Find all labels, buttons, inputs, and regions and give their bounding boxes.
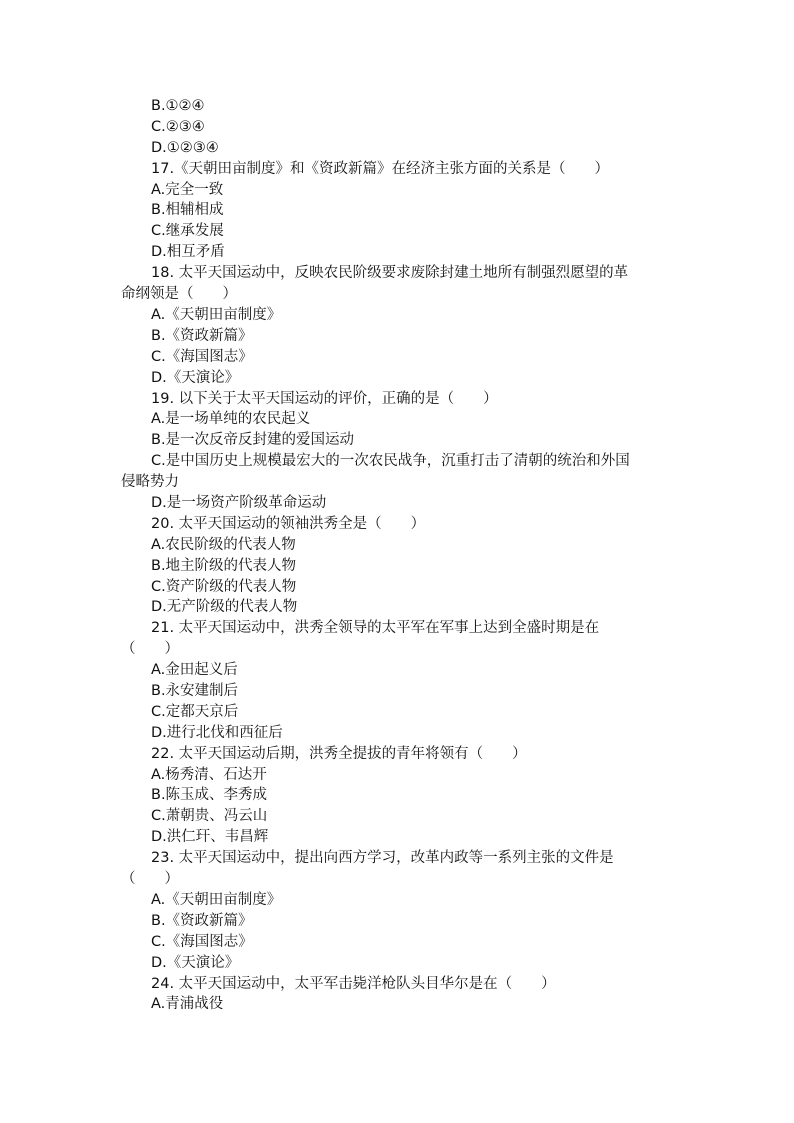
q19-option-b: B.是一次反帝反封建的爱国运动 — [151, 432, 355, 449]
question-list — [121, 96, 681, 1015]
q17-option-d: D.相互矛盾 — [151, 244, 225, 261]
q17-option-b: B.相辅相成 — [151, 202, 224, 219]
q19-option-c — [121, 451, 681, 493]
option-d-prev: D.①②③④ — [151, 139, 219, 156]
q21-option-b: B.永安建制后 — [151, 683, 239, 700]
q22-option-b: B.陈玉成、李秀成 — [151, 787, 268, 804]
option-c-prev: C.②③④ — [151, 118, 205, 135]
question-21-text — [121, 618, 681, 660]
q19-option-a: A.是一场单纯的农民起义 — [151, 411, 311, 428]
question-21-line-2: （ ） — [121, 641, 179, 658]
q21-option-c: C.定都天京后 — [151, 703, 239, 720]
q21-option-d: D.进行北伐和西征后 — [151, 724, 283, 741]
question-19-text: 19. 以下关于太平天国运动的评价，正确的是（ ） — [151, 390, 498, 407]
question-22-text: 22. 太平天国运动后期，洪秀全提拔的青年将领有（ ） — [151, 745, 527, 762]
q18-option-c: C.《海国图志》 — [151, 348, 253, 365]
q24-option-a: A.青浦战役 — [151, 996, 224, 1013]
question-23-text — [121, 848, 681, 890]
question-18-line-2: 命纲领是（ ） — [121, 286, 237, 303]
q20-option-c: C.资产阶级的代表人物 — [151, 578, 297, 595]
question-21-line-1: 21. 太平天国运动中，洪秀全领导的太平军在军事上达到全盛时期是在 — [151, 620, 600, 637]
question-23-line-1: 23. 太平天国运动中，提出向西方学习，改革内政等一系列主张的文件是 — [151, 850, 614, 867]
question-24-text: 24. 太平天国运动中，太平军击毙洋枪队头目华尔是在（ ） — [151, 975, 556, 992]
question-17-text: 17.《天朝田亩制度》和《资政新篇》在经济主张方面的关系是（ ） — [151, 160, 610, 177]
q20-option-b: B.地主阶级的代表人物 — [151, 557, 297, 574]
option-b-prev: B.①②④ — [151, 98, 205, 114]
q20-option-a: A.农民阶级的代表人物 — [151, 536, 296, 553]
question-18-line-1: 18. 太平天国运动中，反映农民阶级要求废除封建土地所有制强烈愿望的革 — [151, 265, 629, 282]
q17-option-c: C.继承发展 — [151, 223, 224, 240]
q22-option-d: D.洪仁玕、韦昌辉 — [151, 829, 269, 846]
q23-option-b: B.《资政新篇》 — [151, 912, 253, 929]
q23-option-d: D.《天演论》 — [151, 954, 240, 971]
q20-option-d: D.无产阶级的代表人物 — [151, 599, 298, 616]
q18-option-a: A.《天朝田亩制度》 — [151, 306, 282, 323]
q19-option-c-line-2: 侵略势力 — [121, 474, 179, 491]
q18-option-b: B.《资政新篇》 — [151, 327, 253, 344]
q23-option-c: C.《海国图志》 — [151, 933, 253, 950]
q19-option-c-line-1: C.是中国历史上规模最宏大的一次农民战争，沉重打击了清朝的统治和外国 — [151, 453, 630, 470]
q23-option-a: A.《天朝田亩制度》 — [151, 891, 282, 908]
q21-option-a: A.金田起义后 — [151, 662, 238, 679]
q18-option-d: D.《天演论》 — [151, 369, 240, 386]
question-18-text — [121, 263, 681, 305]
q22-option-a: A.杨秀清、石达开 — [151, 766, 267, 783]
q22-option-c: C.萧朝贵、冯云山 — [151, 808, 268, 825]
question-20-text: 20. 太平天国运动的领袖洪秀全是（ ） — [151, 515, 426, 532]
q19-option-d: D.是一场资产阶级革命运动 — [151, 494, 327, 511]
question-23-line-2: （ ） — [121, 871, 179, 888]
q17-option-a: A.完全一致 — [151, 181, 224, 198]
